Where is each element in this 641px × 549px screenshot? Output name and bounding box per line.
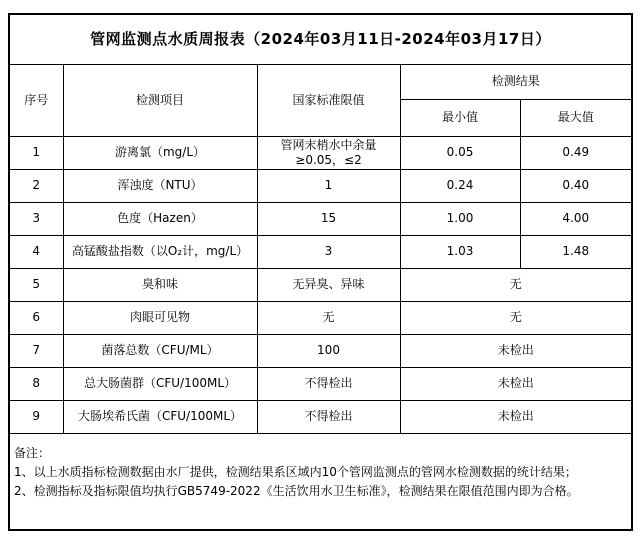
limit-cell: 无异臭、异味 [257,268,400,301]
notes-row [9,433,632,530]
row-no-cell: 5 [9,268,63,301]
row-no-cell: 1 [9,136,63,169]
min-value-cell: 1.00 [400,202,520,235]
row-no-cell: 7 [9,334,63,367]
table-title-row [9,14,632,64]
item-cell: 色度（Hazen） [63,202,257,235]
table-row [9,367,632,400]
water-quality-weekly-table [8,13,633,531]
limit-cell: 3 [257,235,400,268]
row-no-cell: 3 [9,202,63,235]
result-cell: 未检出 [400,400,632,433]
item-cell: 菌落总数（CFU/ML） [63,334,257,367]
max-value-cell: 1.48 [520,235,632,268]
max-value-cell: 0.40 [520,169,632,202]
notes-label: 备注： [14,445,51,460]
limit-cell: 不得检出 [257,400,400,433]
max-value-cell: 4.00 [520,202,632,235]
table-row [9,400,632,433]
row-no-cell: 4 [9,235,63,268]
item-cell: 大肠埃希氏菌（CFU/100ML） [63,400,257,433]
limit-cell: 管网末梢水中余量≥0.05，≤2 [257,136,400,169]
min-value-cell: 0.05 [400,136,520,169]
min-value-cell: 1.03 [400,235,520,268]
table-row [9,301,632,334]
table-row [9,334,632,367]
row-no-cell: 8 [9,367,63,400]
col-header-limit: 国家标准限值 [257,64,400,136]
row-no-cell: 2 [9,169,63,202]
limit-cell: 100 [257,334,400,367]
limit-cell: 无 [257,301,400,334]
col-header-result-group: 检测结果 [400,64,632,99]
result-cell: 未检出 [400,334,632,367]
col-header-min: 最小值 [400,99,520,136]
row-no-cell: 6 [9,301,63,334]
table-row [9,235,632,268]
item-cell: 总大肠菌群（CFU/100ML） [63,367,257,400]
col-header-no: 序号 [9,64,63,136]
item-cell: 游离氯（mg/L） [63,136,257,169]
result-cell: 无 [400,268,632,301]
table-row [9,268,632,301]
table-row [9,136,632,169]
item-cell: 浑浊度（NTU） [63,169,257,202]
item-cell: 肉眼可见物 [63,301,257,334]
limit-cell: 不得检出 [257,367,400,400]
col-header-item: 检测项目 [63,64,257,136]
table-title: 管网监测点水质周报表（2024年03月11日-2024年03月17日） [9,14,632,64]
result-cell: 未检出 [400,367,632,400]
result-cell: 无 [400,301,632,334]
row-no-cell: 9 [9,400,63,433]
max-value-cell: 0.49 [520,136,632,169]
min-value-cell: 0.24 [400,169,520,202]
table-row [9,202,632,235]
limit-cell: 15 [257,202,400,235]
note-line-2: 2、检测指标及指标限值均执行GB5749-2022《生活饮用水卫生标准》，检测结果在限值范围内即为合格。 [14,483,579,498]
item-cell: 高锰酸盐指数（以O₂计，mg/L） [63,235,257,268]
header-row [9,64,632,99]
limit-cell: 1 [257,169,400,202]
note-line-1: 1、以上水质指标检测数据由水厂提供，检测结果系区域内10个管网监测点的管网水检测数据的统计结果； [14,464,577,479]
table-row [9,169,632,202]
item-cell: 臭和味 [63,268,257,301]
col-header-max: 最大值 [520,99,632,136]
notes-cell [9,433,632,530]
